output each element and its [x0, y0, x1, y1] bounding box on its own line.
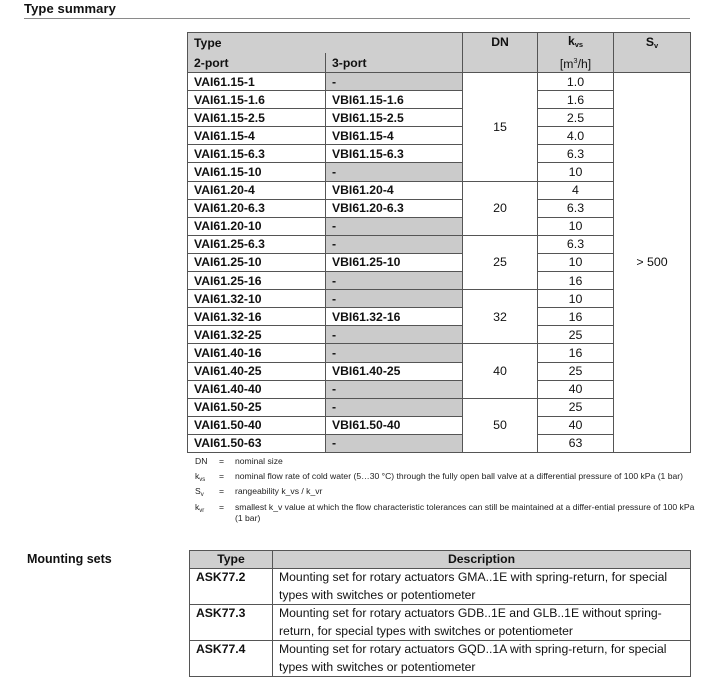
- legend-equals: =: [219, 501, 225, 512]
- kvs-value: 4.0: [538, 127, 614, 145]
- type-2-port: VAI61.40-40: [188, 380, 326, 398]
- type-2-port: VAI61.15-4: [188, 127, 326, 145]
- mount-type: ASK77.2: [190, 569, 273, 605]
- type-3-port: -: [326, 73, 463, 91]
- type-2-port: VAI61.32-16: [188, 308, 326, 326]
- type-2-port: VAI61.32-10: [188, 290, 326, 308]
- legend-equals: =: [219, 486, 225, 497]
- legend-symbol: $k_{vr}$: [195, 501, 205, 514]
- kvs-value: 1.0: [538, 73, 614, 91]
- kvs-value: 6.3: [538, 235, 614, 253]
- legend-definition: rangeability k_vs / k_vr: [235, 486, 323, 497]
- table-row: [188, 73, 691, 91]
- kvs-value: 40: [538, 380, 614, 398]
- table-row: [190, 641, 691, 677]
- dn-value: 40: [463, 344, 538, 398]
- mount-description: Mounting set for rotary actuators GQD..1A with spring-return, for special types with switches or potentiometer: [273, 641, 691, 677]
- type-2-port: VAI61.25-6.3: [188, 235, 326, 253]
- type-3-port: VBI61.32-16: [326, 308, 463, 326]
- legend-symbol: $k_{vs}$: [195, 471, 206, 484]
- type-2-port: VAI61.25-10: [188, 253, 326, 271]
- header-sv: $S_v$: [614, 33, 691, 73]
- kvs-value: 6.3: [538, 145, 614, 163]
- mount-description: Mounting set for rotary actuators GMA..1E with spring-return, for special types with switches or potentiometer: [273, 569, 691, 605]
- kvs-value: 2.5: [538, 109, 614, 127]
- mount-type: ASK77.3: [190, 605, 273, 641]
- dn-value: 25: [463, 235, 538, 289]
- mount-header-description: Description: [273, 551, 691, 569]
- type-2-port: VAI61.20-10: [188, 217, 326, 235]
- header-3-port: 3-port: [326, 53, 463, 73]
- type-3-port: -: [326, 290, 463, 308]
- dn-value: 15: [463, 73, 538, 182]
- legend-symbol: $S_v$: [195, 486, 204, 499]
- type-summary-title: Type summary: [24, 1, 116, 16]
- type-2-port: VAI61.20-6.3: [188, 199, 326, 217]
- type-2-port: VAI61.15-1.6: [188, 91, 326, 109]
- type-3-port: -: [326, 326, 463, 344]
- mount-header-type: Type: [190, 551, 273, 569]
- type-3-port: -: [326, 217, 463, 235]
- type-2-port: VAI61.20-4: [188, 181, 326, 199]
- legend-item: [195, 471, 695, 486]
- type-3-port: -: [326, 163, 463, 181]
- table-row: [190, 569, 691, 605]
- legend-symbol: DN: [195, 456, 208, 466]
- legend-equals: =: [219, 471, 225, 482]
- mount-description: Mounting set for rotary actuators GDB..1E and GLB..1E without spring-return, for special types with switches or potentiometer: [273, 605, 691, 641]
- type-2-port: VAI61.50-40: [188, 416, 326, 434]
- kvs-value: 40: [538, 416, 614, 434]
- type-3-port: VBI61.15-1.6: [326, 91, 463, 109]
- header-kvs-unit: $[m^3/h]$: [538, 53, 614, 73]
- type-2-port: VAI61.40-25: [188, 362, 326, 380]
- type-2-port: VAI61.15-2.5: [188, 109, 326, 127]
- header-type-spacer: [326, 33, 463, 54]
- legend-definition: nominal size: [235, 456, 283, 466]
- legend-item: [195, 456, 695, 471]
- legend-item: [195, 486, 695, 501]
- type-3-port: VBI61.15-4: [326, 127, 463, 145]
- type-2-port: VAI61.15-1: [188, 73, 326, 91]
- type-3-port: VBI61.20-4: [326, 181, 463, 199]
- header-dn: DN: [463, 33, 538, 73]
- sv-value: > 500: [614, 73, 691, 453]
- kvs-value: 10: [538, 163, 614, 181]
- header-2-port: 2-port: [188, 53, 326, 73]
- kvs-value: 16: [538, 344, 614, 362]
- type-2-port: VAI61.50-25: [188, 398, 326, 416]
- kvs-value: 25: [538, 326, 614, 344]
- type-3-port: VBI61.15-6.3: [326, 145, 463, 163]
- kvs-value: 4: [538, 181, 614, 199]
- type-2-port: VAI61.50-63: [188, 434, 326, 452]
- legend: [195, 456, 695, 524]
- header-type: Type: [188, 33, 326, 54]
- type-2-port: VAI61.40-16: [188, 344, 326, 362]
- legend-equals: =: [219, 456, 225, 466]
- type-summary-table: [187, 32, 691, 453]
- type-3-port: VBI61.20-6.3: [326, 199, 463, 217]
- type-3-port: VBI61.25-10: [326, 253, 463, 271]
- type-3-port: -: [326, 434, 463, 452]
- type-3-port: -: [326, 235, 463, 253]
- type-3-port: VBI61.50-40: [326, 416, 463, 434]
- kvs-value: 25: [538, 362, 614, 380]
- header-kvs: $k_{vs}$: [538, 33, 614, 54]
- table-row: [190, 605, 691, 641]
- kvs-value: 63: [538, 434, 614, 452]
- kvs-value: 10: [538, 253, 614, 271]
- kvs-value: 10: [538, 290, 614, 308]
- type-3-port: -: [326, 380, 463, 398]
- mount-type: ASK77.4: [190, 641, 273, 677]
- legend-item: [195, 502, 695, 524]
- legend-definition: smallest k_v value at which the flow characteristic tolerances can still be maintained at a differ-ential pressure of 100 kPa (1 bar): [235, 501, 695, 523]
- title-divider: [24, 18, 690, 19]
- kvs-value: 16: [538, 308, 614, 326]
- legend-definition: nominal flow rate of cold water (5…30 °C) through the fully open ball valve at a differential pressure of 100 kPa (1 bar): [235, 471, 684, 482]
- mounting-sets-table: [189, 550, 691, 677]
- kvs-value: 25: [538, 398, 614, 416]
- type-3-port: -: [326, 398, 463, 416]
- type-3-port: -: [326, 272, 463, 290]
- type-3-port: VBI61.40-25: [326, 362, 463, 380]
- kvs-value: 1.6: [538, 91, 614, 109]
- kvs-value: 16: [538, 272, 614, 290]
- dn-value: 20: [463, 181, 538, 235]
- kvs-value: 6.3: [538, 199, 614, 217]
- kvs-value: 10: [538, 217, 614, 235]
- type-2-port: VAI61.15-6.3: [188, 145, 326, 163]
- type-2-port: VAI61.25-16: [188, 272, 326, 290]
- dn-value: 32: [463, 290, 538, 344]
- type-3-port: -: [326, 344, 463, 362]
- type-3-port: VBI61.15-2.5: [326, 109, 463, 127]
- type-2-port: VAI61.32-25: [188, 326, 326, 344]
- type-2-port: VAI61.15-10: [188, 163, 326, 181]
- dn-value: 50: [463, 398, 538, 452]
- mounting-sets-title: Mounting sets: [27, 552, 112, 566]
